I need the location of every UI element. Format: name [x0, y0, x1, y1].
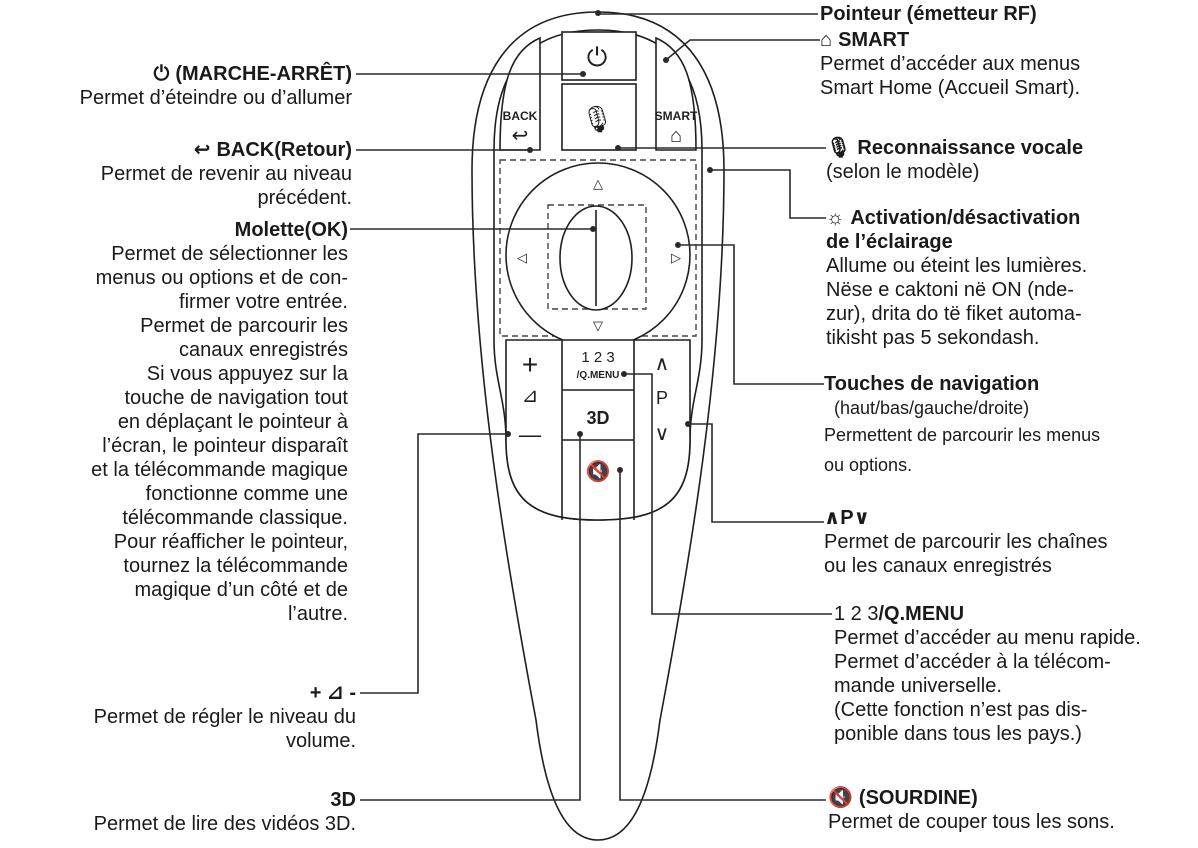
power-desc: Permet d’éteindre ou d’allumer	[79, 87, 352, 109]
callout-wheel	[0, 218, 348, 626]
mute-title-line	[828, 786, 1115, 810]
volume-icon: ⊿	[521, 385, 539, 407]
leader-3d-dot	[577, 431, 583, 437]
qmenu-key-label: /Q.MENU	[576, 370, 620, 381]
back-key-label: BACK	[502, 109, 538, 123]
leader-light	[710, 170, 826, 218]
wheel-desc: Permet de sélectionner les menus ou options et de con- firmer votre entrée. Permet de parcourir les canaux enregistrés Si vous appuyez sur la touche de navigation tout en déplaçant le pointeur à l’écran, le pointeur disparaît et la télécommande magique fonctionne comme une télécommande classique. Pour réafficher le pointeur, tournez la télécommande magique d’un côté et de l’autre.	[91, 243, 348, 625]
back-arrow-icon: ↩	[193, 139, 211, 161]
three-d-title: 3D	[330, 789, 356, 811]
light-title: Activation/désactivation de l’éclairage	[826, 207, 1081, 253]
callout-mute	[828, 786, 1115, 834]
light-desc: Allume ou éteint les lumières. Nëse e caktoni në ON (nde- zur), drita do të fiket automa- tikisht pas 5 sekondash.	[826, 255, 1088, 349]
volume-minus-icon: —	[519, 422, 541, 447]
voice-title: Reconnaissance vocale	[857, 137, 1084, 159]
power-icon: ⏻	[153, 63, 170, 85]
back-title-line	[0, 138, 352, 162]
leader-volume-dot	[505, 431, 511, 437]
smart-key-label: SMART	[654, 109, 698, 123]
qmenu-title: /Q.MENU	[878, 603, 965, 625]
volume-desc: Permet de régler le niveau du volume.	[93, 706, 356, 752]
callout-nav	[824, 372, 1100, 480]
power-title: (MARCHE-ARRÊT)	[175, 63, 352, 85]
voice-title-line	[826, 136, 1083, 160]
leader-wheel-dot	[590, 226, 596, 232]
channel-up-icon: ∧	[654, 353, 670, 375]
leader-channel-dot	[685, 421, 691, 427]
leader-pointer-dot	[595, 10, 601, 16]
callout-voice	[826, 136, 1083, 184]
volume-title: + ⊿ -	[309, 682, 356, 704]
callout-smart	[820, 28, 1080, 100]
back-key-icon: ↩	[511, 125, 529, 147]
callout-qmenu	[834, 602, 1141, 746]
back-desc: Permet de revenir au niveau précédent.	[100, 163, 352, 209]
voice-key-icon: 🎙	[580, 104, 614, 134]
leader-power-dot	[580, 71, 586, 77]
nav-up-arrow[interactable]: △	[593, 176, 603, 191]
leader-qmenu-dot	[621, 371, 627, 377]
mute-icon: 🔇	[828, 787, 853, 809]
nav-desc: Permettent de parcourir les menus ou options.	[824, 425, 1101, 475]
microphone-icon: 🎙	[826, 137, 852, 159]
nav-title: Touches de navigation	[824, 373, 1040, 395]
qmenu-key-number: 1 2 3	[581, 349, 615, 366]
smart-desc: Permet d’accéder aux menus Smart Home (Accueil Smart).	[820, 53, 1081, 99]
smart-title-line	[820, 28, 1080, 52]
mute-desc: Permet de couper tous les sons.	[828, 811, 1115, 833]
leader-mute-dot	[617, 467, 623, 473]
channel-title: ∧P∨	[824, 507, 870, 529]
light-title-line	[826, 206, 1087, 254]
wheel-title: Molette(OK)	[234, 219, 348, 241]
callout-channel	[824, 506, 1107, 578]
voice-desc: (selon le modèle)	[826, 161, 980, 183]
mute-title: (SOURDINE)	[858, 787, 978, 809]
nav-down-arrow[interactable]: ▽	[593, 318, 603, 333]
qmenu-desc: Permet d’accéder au menu rapide. Permet d’accéder à la télécom- mande universelle. (Cette fonction n’est pas dis- ponible dans tous les pays.)	[834, 627, 1141, 745]
qmenu-title-line	[834, 602, 1141, 626]
leader-light-dot	[707, 167, 713, 173]
callout-3d	[0, 788, 356, 836]
callout-power	[0, 62, 352, 110]
mute-key-icon: 🔇	[585, 461, 611, 483]
nav-left-arrow[interactable]: ◁	[517, 250, 527, 265]
leader-smart-dot	[663, 57, 669, 63]
light-bulb-icon: ☼	[826, 207, 845, 229]
leader-volume	[360, 434, 508, 693]
back-title: BACK(Retour)	[216, 139, 352, 161]
power-title-line	[0, 62, 352, 86]
callout-back	[0, 138, 352, 210]
channel-desc: Permet de parcourir les chaînes ou les canaux enregistrés	[824, 531, 1108, 577]
volume-plus-icon: +	[521, 349, 539, 380]
callout-volume	[0, 681, 356, 753]
leader-nav-dot	[675, 242, 681, 248]
pointer-title: Pointeur (émetteur RF)	[820, 3, 1037, 25]
smart-title: SMART	[838, 29, 910, 51]
callout-pointer	[820, 2, 1037, 26]
leader-pointer	[598, 12, 818, 14]
channel-p-label: P	[655, 388, 669, 408]
channel-down-icon: ∨	[654, 423, 670, 445]
nav-sub: (haut/bas/gauche/droite)	[834, 398, 1030, 418]
leader-back-dot	[527, 147, 533, 153]
leader-channel	[688, 424, 824, 522]
three-d-key-label: 3D	[586, 408, 610, 428]
three-d-desc: Permet de lire des vidéos 3D.	[93, 813, 356, 835]
home-icon: ⌂	[820, 29, 833, 51]
nav-right-arrow[interactable]: ▷	[671, 250, 681, 265]
qmenu-number: 1 2 3	[834, 603, 879, 625]
power-key-icon: ⏻	[586, 42, 608, 72]
leader-voice-dot	[615, 145, 621, 151]
callout-light	[826, 206, 1087, 350]
smart-key-icon: ⌂	[669, 125, 683, 147]
